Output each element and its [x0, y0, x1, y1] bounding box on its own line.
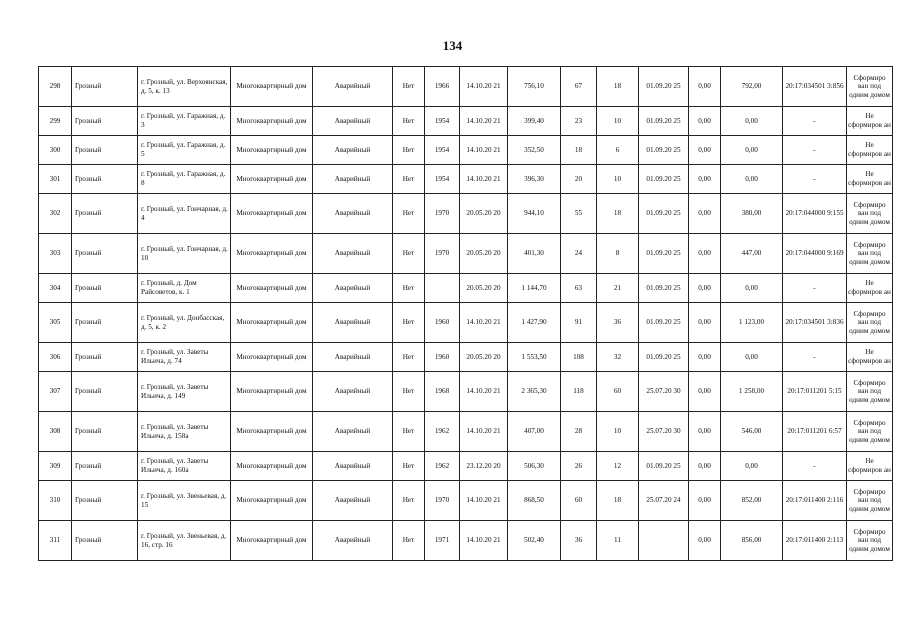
cell-residents: 63 — [561, 274, 597, 303]
cell-house_type: Многоквартирный дом — [231, 274, 313, 303]
cell-city: Грозный — [72, 372, 138, 412]
cell-year: 1970 — [425, 481, 460, 521]
table-row — [39, 234, 893, 274]
cell-cadastral: - — [783, 343, 847, 372]
cell-city: Грозный — [72, 107, 138, 136]
cell-land: Не сформиров ан — [847, 165, 893, 194]
cell-land: Сформиро ван под одним домом — [847, 521, 893, 561]
cell-relocation: 01.09.20 25 — [639, 274, 689, 303]
cell-cost_b: 0,00 — [721, 107, 783, 136]
cell-cultural: Нет — [393, 481, 425, 521]
cell-house_type: Многоквартирный дом — [231, 372, 313, 412]
cell-cost_b: 546,00 — [721, 412, 783, 452]
cell-area: 1 427,90 — [508, 303, 561, 343]
cell-cadastral: 20:17:034501 3:856 — [783, 67, 847, 107]
cell-relocation: 01.09.20 25 — [639, 165, 689, 194]
cell-date: 14.10.20 21 — [460, 372, 508, 412]
table-row — [39, 481, 893, 521]
cell-house_type: Многоквартирный дом — [231, 194, 313, 234]
cell-address: г. Грозный, ул. Донбасская, д. 5, к. 2 — [138, 303, 231, 343]
cell-land: Сформиро ван под одним домом — [847, 234, 893, 274]
cell-year: 1970 — [425, 194, 460, 234]
cell-num: 304 — [39, 274, 72, 303]
cell-land: Не сформиров ан — [847, 136, 893, 165]
cell-address: г. Грозный, д. Дом Райсоветов, к. 1 — [138, 274, 231, 303]
cell-cadastral: 20:17:034501 3:836 — [783, 303, 847, 343]
cell-residents: 91 — [561, 303, 597, 343]
cell-cost_b: 0,00 — [721, 343, 783, 372]
cell-apartments: 18 — [597, 481, 639, 521]
table-row — [39, 107, 893, 136]
cell-relocation: 01.09.20 25 — [639, 452, 689, 481]
cell-state: Аварийный — [313, 343, 393, 372]
cell-residents: 18 — [561, 136, 597, 165]
cell-cultural: Нет — [393, 194, 425, 234]
cell-land: Сформиро ван под одним домом — [847, 303, 893, 343]
cell-cost_b: 852,00 — [721, 481, 783, 521]
cell-year: 1966 — [425, 67, 460, 107]
cell-address: г. Грозный, ул. Заветы Ильича, д. 74 — [138, 343, 231, 372]
cell-date: 14.10.20 21 — [460, 412, 508, 452]
cell-residents: 118 — [561, 372, 597, 412]
cell-cultural: Нет — [393, 234, 425, 274]
cell-date: 20.05.20 20 — [460, 234, 508, 274]
cell-cost_a: 0,00 — [689, 521, 721, 561]
cell-house_type: Многоквартирный дом — [231, 412, 313, 452]
cell-cost_a: 0,00 — [689, 194, 721, 234]
cell-cost_a: 0,00 — [689, 136, 721, 165]
cell-area: 1 553,50 — [508, 343, 561, 372]
cell-city: Грозный — [72, 165, 138, 194]
cell-area: 399,40 — [508, 107, 561, 136]
table-row — [39, 165, 893, 194]
cell-cost_a: 0,00 — [689, 67, 721, 107]
cell-year: 1954 — [425, 136, 460, 165]
cell-cost_b: 0,00 — [721, 452, 783, 481]
table-row — [39, 303, 893, 343]
cell-cost_b: 792,00 — [721, 67, 783, 107]
cell-cost_b: 0,00 — [721, 274, 783, 303]
cell-apartments: 10 — [597, 107, 639, 136]
cell-land: Сформиро ван под одним домом — [847, 412, 893, 452]
cell-residents: 24 — [561, 234, 597, 274]
cell-state: Аварийный — [313, 194, 393, 234]
cell-relocation: 25.07.20 30 — [639, 372, 689, 412]
cell-land: Сформиро ван под одним домом — [847, 194, 893, 234]
cell-house_type: Многоквартирный дом — [231, 481, 313, 521]
cell-cultural: Нет — [393, 67, 425, 107]
table-row — [39, 452, 893, 481]
cell-cultural: Нет — [393, 372, 425, 412]
cell-num: 305 — [39, 303, 72, 343]
cell-state: Аварийный — [313, 234, 393, 274]
cell-city: Грозный — [72, 194, 138, 234]
cell-residents: 26 — [561, 452, 597, 481]
cell-area: 396,30 — [508, 165, 561, 194]
cell-cost_a: 0,00 — [689, 234, 721, 274]
cell-num: 302 — [39, 194, 72, 234]
cell-city: Грозный — [72, 136, 138, 165]
cell-num: 303 — [39, 234, 72, 274]
cell-residents: 23 — [561, 107, 597, 136]
cell-address: г. Грозный, ул. Гончарная, д. 4 — [138, 194, 231, 234]
cell-year: 1962 — [425, 452, 460, 481]
cell-house_type: Многоквартирный дом — [231, 343, 313, 372]
cell-residents: 28 — [561, 412, 597, 452]
cell-year: 1971 — [425, 521, 460, 561]
cell-land: Не сформиров ан — [847, 107, 893, 136]
cell-cadastral: 20:17:011400 2:116 — [783, 481, 847, 521]
cell-num: 311 — [39, 521, 72, 561]
table-row — [39, 136, 893, 165]
cell-date: 14.10.20 21 — [460, 303, 508, 343]
cell-state: Аварийный — [313, 107, 393, 136]
cell-area: 352,50 — [508, 136, 561, 165]
cell-cost_b: 1 123,00 — [721, 303, 783, 343]
cell-address: г. Грозный, ул. Гаражная, д. 3 — [138, 107, 231, 136]
cell-cost_a: 0,00 — [689, 165, 721, 194]
cell-residents: 20 — [561, 165, 597, 194]
cell-land: Не сформиров ан — [847, 343, 893, 372]
cell-cost_b: 1 258,00 — [721, 372, 783, 412]
cell-cost_a: 0,00 — [689, 412, 721, 452]
cell-relocation: 01.09.20 25 — [639, 303, 689, 343]
cell-house_type: Многоквартирный дом — [231, 452, 313, 481]
cell-state: Аварийный — [313, 481, 393, 521]
cell-apartments: 11 — [597, 521, 639, 561]
cell-address: г. Грозный, ул. Гаражная, д. 8 — [138, 165, 231, 194]
cell-house_type: Многоквартирный дом — [231, 107, 313, 136]
cell-year: 1954 — [425, 165, 460, 194]
table-row — [39, 343, 893, 372]
cell-cost_b: 380,00 — [721, 194, 783, 234]
cell-state: Аварийный — [313, 136, 393, 165]
cell-num: 299 — [39, 107, 72, 136]
cell-residents: 67 — [561, 67, 597, 107]
cell-relocation: 01.09.20 25 — [639, 343, 689, 372]
cell-address: г. Грозный, ул. Заветы Ильича, д. 149 — [138, 372, 231, 412]
cell-cadastral: 20:17:011400 2:113 — [783, 521, 847, 561]
cell-date: 14.10.20 21 — [460, 521, 508, 561]
cell-year: 1970 — [425, 234, 460, 274]
cell-city: Грозный — [72, 67, 138, 107]
cell-land: Не сформиров ан — [847, 452, 893, 481]
cell-residents: 36 — [561, 521, 597, 561]
table-row — [39, 67, 893, 107]
cell-cadastral: - — [783, 452, 847, 481]
cell-cadastral: - — [783, 165, 847, 194]
cell-cultural: Нет — [393, 107, 425, 136]
cell-state: Аварийный — [313, 303, 393, 343]
cell-address: г. Грозный, ул. Заветы Ильича, д. 160а — [138, 452, 231, 481]
cell-relocation — [639, 521, 689, 561]
cell-num: 308 — [39, 412, 72, 452]
cell-cadastral: - — [783, 136, 847, 165]
table-row — [39, 274, 893, 303]
cell-house_type: Многоквартирный дом — [231, 67, 313, 107]
cell-cost_a: 0,00 — [689, 274, 721, 303]
cell-cadastral: 20:17:011201 5:15 — [783, 372, 847, 412]
cell-cultural: Нет — [393, 274, 425, 303]
cell-cost_b: 856,00 — [721, 521, 783, 561]
cell-residents: 55 — [561, 194, 597, 234]
cell-city: Грозный — [72, 452, 138, 481]
cell-house_type: Многоквартирный дом — [231, 136, 313, 165]
table-row — [39, 372, 893, 412]
cell-address: г. Грозный, ул. Заветы Ильича, д. 158а — [138, 412, 231, 452]
cell-year: 1954 — [425, 107, 460, 136]
cell-apartments: 8 — [597, 234, 639, 274]
cell-city: Грозный — [72, 521, 138, 561]
cell-date: 14.10.20 21 — [460, 67, 508, 107]
cell-state: Аварийный — [313, 412, 393, 452]
cell-cost_a: 0,00 — [689, 303, 721, 343]
cell-cultural: Нет — [393, 521, 425, 561]
cell-apartments: 32 — [597, 343, 639, 372]
cell-num: 300 — [39, 136, 72, 165]
cell-cultural: Нет — [393, 343, 425, 372]
cell-house_type: Многоквартирный дом — [231, 303, 313, 343]
cell-cultural: Нет — [393, 452, 425, 481]
cell-num: 309 — [39, 452, 72, 481]
cell-cadastral: 20:17:011201 6:57 — [783, 412, 847, 452]
cell-year: 1960 — [425, 343, 460, 372]
cell-address: г. Грозный, ул. Верхоянская, д. 5, к. 13 — [138, 67, 231, 107]
table-row — [39, 412, 893, 452]
cell-cost_a: 0,00 — [689, 343, 721, 372]
cell-state: Аварийный — [313, 165, 393, 194]
cell-residents: 60 — [561, 481, 597, 521]
cell-relocation: 25.07.20 30 — [639, 412, 689, 452]
cell-relocation: 01.09.20 25 — [639, 67, 689, 107]
cell-cultural: Нет — [393, 165, 425, 194]
cell-state: Аварийный — [313, 521, 393, 561]
cell-house_type: Многоквартирный дом — [231, 521, 313, 561]
cell-address: г. Грозный, ул. Звеньевая, д. 16, стр. 16 — [138, 521, 231, 561]
cell-cadastral: 20:17:044000 9:169 — [783, 234, 847, 274]
cell-relocation: 01.09.20 25 — [639, 107, 689, 136]
table-row — [39, 194, 893, 234]
cell-date: 20.05.20 20 — [460, 343, 508, 372]
cell-area: 506,30 — [508, 452, 561, 481]
cell-relocation: 25.07.20 24 — [639, 481, 689, 521]
cell-year: 1962 — [425, 412, 460, 452]
cell-apartments: 18 — [597, 194, 639, 234]
cell-city: Грозный — [72, 343, 138, 372]
cell-city: Грозный — [72, 303, 138, 343]
cell-apartments: 6 — [597, 136, 639, 165]
cell-city: Грозный — [72, 481, 138, 521]
cell-cultural: Нет — [393, 303, 425, 343]
cell-date: 14.10.20 21 — [460, 165, 508, 194]
table-body — [39, 67, 893, 561]
cell-state: Аварийный — [313, 274, 393, 303]
cell-num: 298 — [39, 67, 72, 107]
cell-area: 944,10 — [508, 194, 561, 234]
cell-house_type: Многоквартирный дом — [231, 234, 313, 274]
cell-apartments: 10 — [597, 165, 639, 194]
cell-apartments: 60 — [597, 372, 639, 412]
cell-address: г. Грозный, ул. Звеньевая, д. 15 — [138, 481, 231, 521]
cell-cadastral: - — [783, 107, 847, 136]
cell-date: 23.12.20 20 — [460, 452, 508, 481]
cell-apartments: 21 — [597, 274, 639, 303]
cell-year: 1968 — [425, 372, 460, 412]
cell-cost_b: 0,00 — [721, 136, 783, 165]
cell-cost_a: 0,00 — [689, 372, 721, 412]
cell-date: 14.10.20 21 — [460, 107, 508, 136]
cell-apartments: 18 — [597, 67, 639, 107]
cell-cultural: Нет — [393, 136, 425, 165]
cell-cost_a: 0,00 — [689, 481, 721, 521]
cell-area: 401,30 — [508, 234, 561, 274]
cell-num: 307 — [39, 372, 72, 412]
cell-num: 301 — [39, 165, 72, 194]
cell-state: Аварийный — [313, 372, 393, 412]
cell-state: Аварийный — [313, 452, 393, 481]
table-row — [39, 521, 893, 561]
cell-date: 20.05.20 20 — [460, 274, 508, 303]
cell-area: 1 144,70 — [508, 274, 561, 303]
cell-cost_a: 0,00 — [689, 107, 721, 136]
cell-area: 407,00 — [508, 412, 561, 452]
cell-year — [425, 274, 460, 303]
housing-registry-table — [38, 66, 893, 561]
cell-apartments: 12 — [597, 452, 639, 481]
cell-relocation: 01.09.20 25 — [639, 194, 689, 234]
cell-relocation: 01.09.20 25 — [639, 136, 689, 165]
cell-cost_a: 0,00 — [689, 452, 721, 481]
cell-cost_b: 0,00 — [721, 165, 783, 194]
cell-area: 756,10 — [508, 67, 561, 107]
cell-address: г. Грозный, ул. Гончарная, д. 10 — [138, 234, 231, 274]
cell-area: 502,40 — [508, 521, 561, 561]
cell-date: 14.10.20 21 — [460, 136, 508, 165]
cell-area: 2 365,30 — [508, 372, 561, 412]
cell-area: 868,50 — [508, 481, 561, 521]
cell-city: Грозный — [72, 234, 138, 274]
cell-address: г. Грозный, ул. Гаражная, д. 5 — [138, 136, 231, 165]
cell-land: Сформиро ван под одним домом — [847, 372, 893, 412]
cell-apartments: 10 — [597, 412, 639, 452]
cell-cadastral: 20:17:044000 9:155 — [783, 194, 847, 234]
cell-land: Не сформиров ан — [847, 274, 893, 303]
cell-num: 310 — [39, 481, 72, 521]
cell-residents: 108 — [561, 343, 597, 372]
cell-num: 306 — [39, 343, 72, 372]
cell-date: 20.05.20 20 — [460, 194, 508, 234]
cell-house_type: Многоквартирный дом — [231, 165, 313, 194]
cell-cadastral: - — [783, 274, 847, 303]
cell-land: Сформиро ван под одним домом — [847, 481, 893, 521]
cell-cost_b: 447,00 — [721, 234, 783, 274]
cell-year: 1960 — [425, 303, 460, 343]
cell-city: Грозный — [72, 412, 138, 452]
cell-date: 14.10.20 21 — [460, 481, 508, 521]
cell-state: Аварийный — [313, 67, 393, 107]
page-number: 134 — [442, 38, 463, 53]
cell-cultural: Нет — [393, 412, 425, 452]
cell-land: Сформиро ван под одним домом — [847, 67, 893, 107]
cell-city: Грозный — [72, 274, 138, 303]
cell-relocation: 01.09.20 25 — [639, 234, 689, 274]
cell-apartments: 36 — [597, 303, 639, 343]
